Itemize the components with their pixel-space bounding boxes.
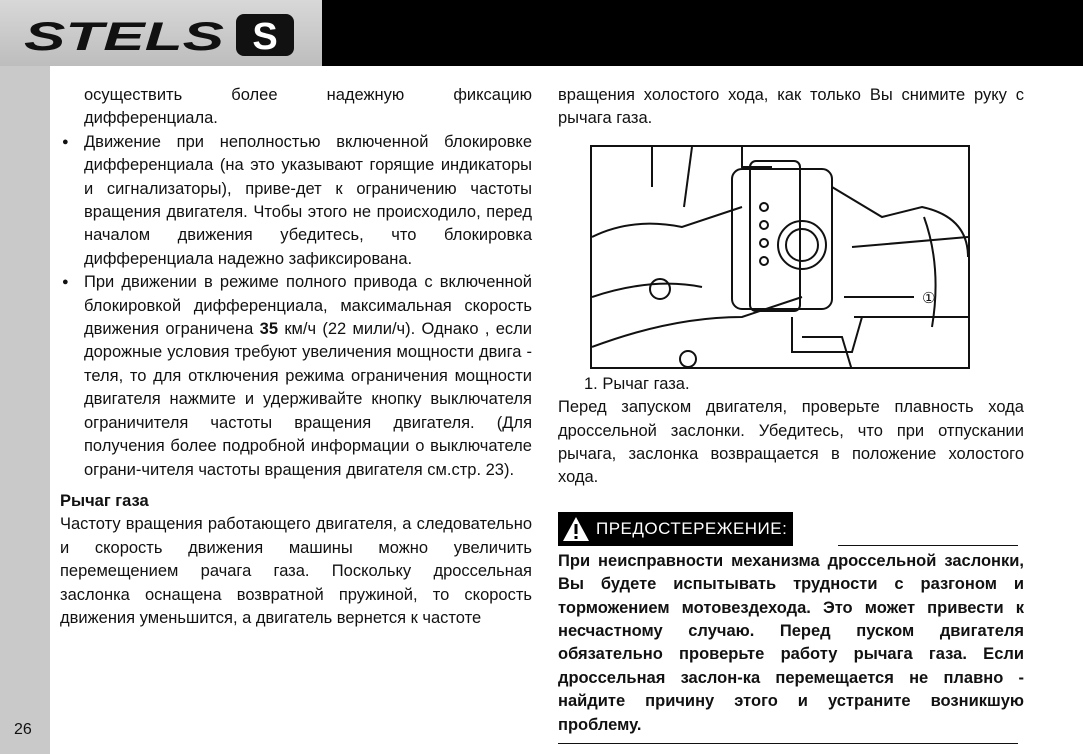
paragraph-idle: вращения холостого хода, как только Вы снимите руку с рычага газа. xyxy=(558,86,1024,128)
header-logo-area xyxy=(0,0,322,66)
throttle-lever-illustration xyxy=(590,145,970,369)
warning-triangle-icon xyxy=(562,516,590,542)
warning-label xyxy=(558,512,793,546)
warning-header xyxy=(558,512,1024,546)
warning-bottom-rule xyxy=(558,743,1018,744)
section-heading-throttle: Рычаг газа xyxy=(60,491,149,510)
brand-wordmark: STELS xyxy=(24,15,225,59)
bullet-item-differential: ● Движение при неполностью включенной блокировке дифференциала (на это указывают горящие индикаторы и сигнализаторы), приве-дет к ограничению частоты вращения двигателя. Чтобы этого не происходило, перед началом движения убедитесь, что блокировка дифференциала надежно зафиксирована. xyxy=(60,131,532,271)
warning-underline xyxy=(838,545,1018,546)
figure-caption: 1. Рычаг газа. xyxy=(584,374,690,393)
bullet-text-end: км/ч (22 мили/ч). Однако , если дорожные условия требуют увеличения мощности двига - теля, то для отключения режима ограничения мощности двигателя нажмите и удерживайте кнопку выключателя ограничителя частоты вращения двигателя. (Для получения более подробной информации о выключателе ограни-чителя частоты вращения двигателя см.стр. 23). xyxy=(84,320,532,479)
left-margin-strip xyxy=(0,66,50,754)
header-bar xyxy=(322,0,1083,66)
callout-marker: ① xyxy=(922,288,936,307)
speed-value: 35 xyxy=(259,320,279,339)
logo-letter: S xyxy=(252,16,278,58)
left-column xyxy=(60,84,532,630)
paragraph-throttle: Частоту вращения работающего двигателя, а следовательно и скорость движения машины можно увеличить перемещением рачага газа. Поскольку дроссельная заслонка оснащена возвратной пружиной, то скорость движения уменьшится, а двигатель вернется к частоте xyxy=(60,515,532,627)
paragraph-check-throttle: Перед запуском двигателя, проверьте плавность хода дроссельной заслонки. Убедитесь, что при отпускании рычага, заслонка возвращается в положение холостого хода. xyxy=(558,398,1024,487)
warning-text: При неисправности механизма дроссельной заслонки, Вы будете испытывать трудности с разгоном и торможением мотовездехода. Это может привести к несчастному случаю. Перед пуском двигателя обязательно проверьте работу рычага газа. Если дроссельная заслон-ка перемещается не плавно - найдите причину этого и устраните возникшую проблему. xyxy=(558,551,1024,734)
stels-logo xyxy=(22,10,302,60)
bullet-text-start: При движении в режиме полного привода с включенной блокировкой дифференциала, максимальная скорость движения ограничена xyxy=(84,273,532,339)
warning-title: ПРЕДОСТЕРЕЖЕНИЕ: xyxy=(596,519,788,539)
bullet-item-speed-limit xyxy=(60,271,532,482)
paragraph-continuation: осуществить более надежную фиксацию дифференциала. xyxy=(84,86,532,128)
right-column xyxy=(558,84,1024,744)
page-number: 26 xyxy=(14,721,32,738)
throttle-drawing xyxy=(592,147,968,367)
